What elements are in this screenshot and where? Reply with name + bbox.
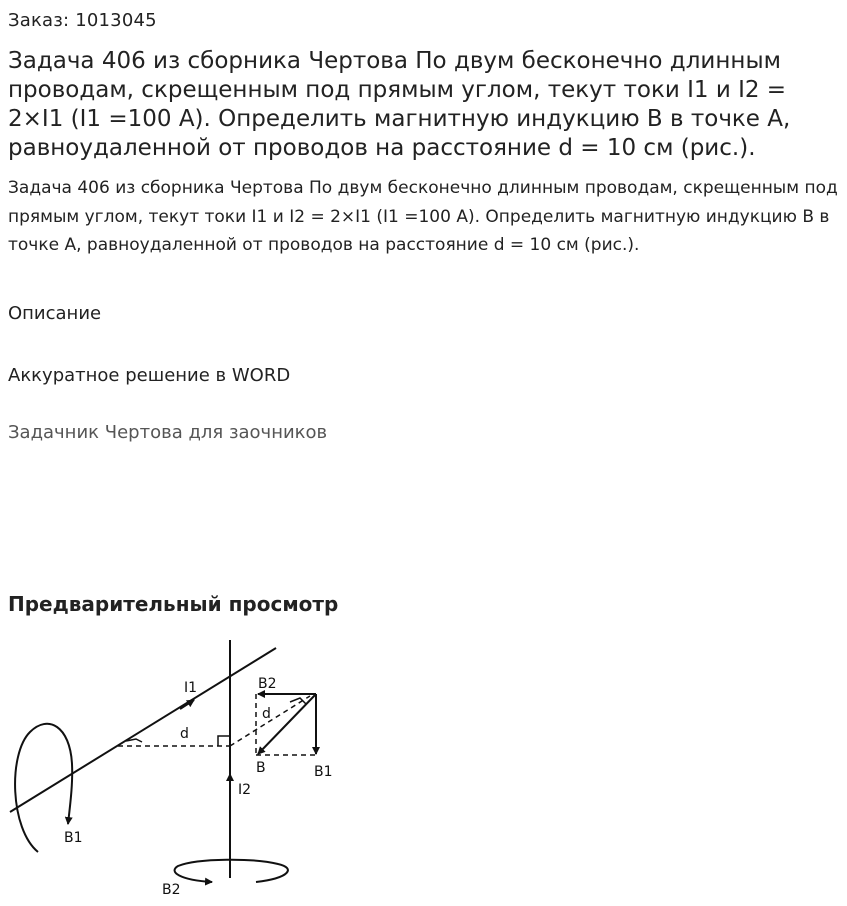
preview-figure <box>8 634 348 902</box>
solution-format: Аккуратное решение в WORD <box>8 365 291 386</box>
label-d-left: d <box>180 726 189 742</box>
label-b2-bottom: B2 <box>162 882 181 898</box>
physics-diagram <box>8 634 348 902</box>
wire-i1 <box>10 648 276 812</box>
preview-title: Предварительный просмотр <box>8 592 339 616</box>
field-line-b2 <box>175 860 288 882</box>
label-i1: I1 <box>184 680 198 696</box>
book-link[interactable]: Задачник Чертова для заочников <box>8 422 328 443</box>
label-b1-left: B1 <box>64 830 83 846</box>
order-number: Заказ: 1013045 <box>8 10 157 31</box>
current-arrow-i1 <box>180 700 194 709</box>
vector-b <box>258 694 316 754</box>
description-label: Описание <box>8 303 102 324</box>
label-i2: I2 <box>238 782 252 798</box>
label-b: B <box>256 760 266 776</box>
task-text: Задача 406 из сборника Чертова По двум бесконечно длинным проводам, скрещенным под прямым углом, текут токи I1 и I2 = 2×I1 (I1 =100 А). Определить магнитную индукцию В в точке А, равноудаленной от проводов на расстояние d = 10 см (рис.). <box>8 178 838 255</box>
right-angle-mark-right <box>290 698 306 704</box>
label-b2-top: B2 <box>258 676 277 692</box>
task-title: Задача 406 из сборника Чертова По двум бесконечно длинным проводам, скрещенным под прямым углом, текут токи I1 и I2 = 2×I1 (I1 =100 А). Определить магнитную индукцию В в точке А, равноудаленной от проводов на расстояние d = 10 см (рис.). <box>8 48 791 161</box>
label-d-right: d <box>262 706 271 722</box>
label-b1-right: B1 <box>314 764 333 780</box>
right-angle-mark <box>218 736 230 746</box>
